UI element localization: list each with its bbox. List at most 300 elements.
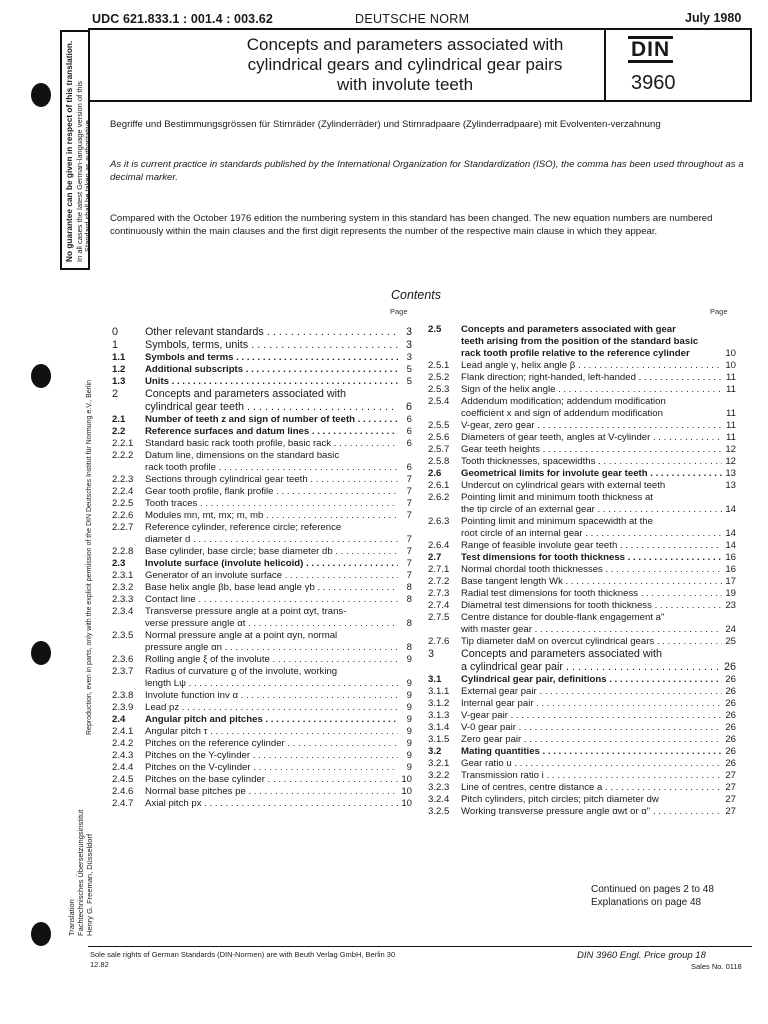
toc-entry-page: 11: [726, 420, 736, 431]
document-title: Concepts and parameters associated with cylindrical gears and cylindrical gear pairs with involute teeth: [246, 35, 564, 94]
toc-entry-number: 2.7.1: [428, 564, 450, 575]
toc-entry-number: [428, 661, 461, 674]
toc-entry: [428, 492, 736, 504]
toc-entry: [428, 636, 736, 648]
binder-hole: [31, 364, 51, 388]
guarantee-note-small: Standard shall be taken as authoritative.: [83, 118, 92, 252]
toc-entry: [112, 798, 412, 810]
toc-entry-title: Gear ratio u . . .: [461, 758, 722, 770]
toc-entry: [112, 714, 412, 726]
toc-entry-title: Centre distance for double-flank engagement a": [461, 612, 665, 623]
toc-entry: [112, 534, 412, 546]
toc-entry-title: Diameters of gear teeth, angles at V-cylinder . . .: [461, 432, 722, 444]
toc-entry-number: 3.2.3: [428, 782, 450, 793]
toc-entry: [112, 474, 412, 486]
binder-hole: [31, 641, 51, 665]
toc-entry: [428, 552, 736, 564]
toc-entry-page: 12: [725, 444, 736, 455]
translation-label: Translation: [67, 899, 76, 936]
toc-entry-page: 12: [725, 456, 736, 467]
toc-entry-number: 2.2.6: [112, 510, 134, 521]
toc-entry-page: [398, 666, 412, 678]
toc-entry: [428, 576, 736, 588]
toc-entry-number: 2.5.6: [428, 432, 450, 443]
toc-entry-page: 11: [726, 408, 736, 419]
toc-entry-number: 2.3.8: [112, 690, 134, 701]
toc-entry-title: Pitches on the Y-cylinder . . .: [145, 750, 398, 762]
toc-entry-page: 7: [406, 498, 412, 509]
translator-institute: Fachtechnisches Übersetzungsinstitut: [76, 809, 85, 936]
toc-entry-number: 2.1: [112, 414, 126, 425]
toc-entry-title: Zero gear pair . . .: [461, 734, 722, 746]
toc-entry-number: 2.5.7: [428, 444, 450, 455]
toc-entry-title: Reference cylinder, reference circle; reference: [145, 522, 342, 533]
toc-entry: [112, 486, 412, 498]
toc-entry-page: 8: [406, 594, 412, 605]
toc-entry: [428, 624, 736, 636]
toc-entry: [112, 786, 412, 798]
contents-heading: Contents: [391, 288, 442, 302]
toc-entry-page: 3: [405, 339, 412, 351]
toc-entry-page: 9: [406, 702, 412, 713]
toc-entry: [428, 396, 736, 408]
toc-entry-number: [428, 624, 461, 636]
reproduction-note: Reproduction, even in parts, only with the explicit permission of the DIN Deutsches Institut für Normung e.V., Berlin: [86, 380, 93, 735]
toc-entry: [112, 522, 412, 534]
toc-entry: [428, 806, 736, 818]
toc-entry-page: 6: [406, 414, 412, 425]
toc-entry-title: Standard basic rack tooth profile, basic rack . . .: [145, 438, 398, 450]
toc-entry: [112, 376, 412, 388]
footer-rights: Sole sale rights of German Standards (DIN-Normen) are with Beuth Verlag GmbH, Berlin 30 12.82: [90, 950, 396, 969]
toc-entry-number: 2.5: [428, 324, 442, 335]
toc-entry: [112, 750, 412, 762]
toc-entry-number: 2.5.5: [428, 420, 450, 431]
toc-entry-number: 2.5.3: [428, 384, 450, 395]
toc-entry-number: 2.3.4: [112, 606, 134, 617]
toc-entry-title: Working transverse pressure angle αwt or α" . . .: [461, 806, 722, 818]
toc-entry-title: Base cylinder, base circle; base diameter db . . .: [145, 546, 398, 558]
toc-entry-title: Pitches on the reference cylinder . . .: [145, 738, 398, 750]
toc-entry-number: 2.6.1: [428, 480, 450, 491]
toc-entry-page: 9: [406, 726, 412, 737]
toc-entry-title: Pitches on the base cylinder . . .: [145, 774, 398, 786]
toc-entry-page: [722, 648, 736, 661]
toc-entry: [428, 360, 736, 372]
toc-entry-number: 2.6: [428, 468, 442, 479]
toc-entry: [428, 600, 736, 612]
toc-entry-title: Undercut on cylindrical gears with external teeth: [461, 480, 666, 491]
toc-entry: [112, 630, 412, 642]
toc-entry-number: 2.5.4: [428, 396, 450, 407]
toc-entry: [428, 336, 736, 348]
toc-entry-number: 2.2: [112, 426, 126, 437]
toc-entry: [112, 642, 412, 654]
toc-entry-page: [398, 630, 412, 642]
toc-entry-number: 2.4.1: [112, 726, 134, 737]
toc-entry-number: 2.3.5: [112, 630, 134, 641]
toc-entry: [112, 438, 412, 450]
toc-entry-title: Radius of curvature ϱ of the involute, working: [145, 666, 338, 677]
toc-entry-number: 1: [112, 339, 119, 351]
toc-entry-number: [112, 401, 145, 414]
toc-entry-page: 10: [401, 798, 412, 809]
toc-entry-number: 2.4.5: [112, 774, 134, 785]
toc-entry-page: 26: [723, 661, 736, 673]
toc-entry: [428, 734, 736, 746]
toc-entry-title: Reference surfaces and datum lines . . .: [145, 426, 398, 438]
toc-entry-title: teeth arising from the position of the standard basic: [461, 336, 699, 347]
toc-entry-page: 26: [725, 722, 736, 733]
toc-entry-page: 6: [406, 438, 412, 449]
toc-entry-page: [398, 388, 412, 401]
toc-entry-page: 7: [406, 474, 412, 485]
toc-entry: [428, 661, 736, 674]
toc-entry-page: 7: [406, 546, 412, 557]
edition-note: Compared with the October 1976 edition the numbering system in this standard has been changed. The new equation numbers are numbered continuously within the main clauses and the first digit represents the number of the respective main clause in which they appear.: [110, 213, 713, 237]
guarantee-note: No guarantee can be given in respect of this translation.: [64, 40, 74, 262]
toc-entry-page: 8: [406, 582, 412, 593]
toc-entry-title: Test dimensions for tooth thickness . . .: [461, 552, 722, 564]
toc-entry-page: 14: [725, 528, 736, 539]
toc-entry-page: 6: [406, 462, 412, 473]
udc-number: UDC 621.833.1 : 001.4 : 003.62: [92, 12, 273, 26]
toc-entry: [428, 674, 736, 686]
toc-entry-number: 2.2.3: [112, 474, 134, 485]
toc-entry-page: 7: [406, 558, 412, 569]
toc-entry: [112, 774, 412, 786]
toc-entry-title: Lead angle γ, helix angle β . . .: [461, 360, 722, 372]
toc-entry-page: 8: [406, 618, 412, 629]
toc-entry-number: 2.4.6: [112, 786, 134, 797]
toc-entry-number: [112, 678, 145, 690]
toc-entry-number: [428, 504, 461, 516]
toc-entry-title: Additional subscripts . . .: [145, 364, 398, 376]
toc-entry-page: 23: [725, 600, 736, 611]
toc-entry-page: [722, 612, 736, 624]
toc-entry: [428, 588, 736, 600]
toc-entry-number: 3.2.4: [428, 794, 450, 805]
toc-entry-number: 2.4: [112, 714, 126, 725]
toc-entry-page: 16: [725, 552, 736, 563]
toc-entry-title: diameter d . . .: [145, 534, 398, 546]
toc-entry: [428, 324, 736, 336]
toc-entry-title: Involute function inv α . . .: [145, 690, 398, 702]
toc-entry-page: 9: [406, 654, 412, 665]
toc-entry-number: 2.2.8: [112, 546, 134, 557]
toc-entry: [428, 480, 736, 492]
footer-doc-ref: DIN 3960 Engl. Price group 18: [577, 950, 706, 961]
toc-entry-number: 2.3.3: [112, 594, 134, 605]
din-number: 3960: [631, 72, 676, 94]
toc-entry-number: 2.4.2: [112, 738, 134, 749]
toc-entry-title: Symbols, terms, units . . .: [145, 339, 398, 352]
toc-left-column: [112, 326, 412, 810]
toc-entry-number: [428, 528, 461, 540]
toc-entry-number: 3.1.5: [428, 734, 450, 745]
toc-entry: [428, 468, 736, 480]
toc-entry-page: [398, 522, 412, 534]
toc-entry: [428, 758, 736, 770]
toc-entry: [112, 352, 412, 364]
toc-entry-title: Gear teeth heights . . .: [461, 444, 722, 456]
toc-entry-page: 3: [406, 352, 412, 363]
toc-entry-page: 13: [725, 480, 736, 491]
toc-entry: [112, 654, 412, 666]
toc-entry-title: Normal pressure angle at a point αyn, normal: [145, 630, 338, 641]
toc-entry: [112, 339, 412, 352]
toc-entry: [428, 710, 736, 722]
toc-entry-number: 0: [112, 326, 119, 338]
iso-note: As it is current practice in standards published by the International Organization for Standardization (ISO), the comma has been used throughout as a decimal marker.: [110, 159, 744, 183]
toc-entry-title: Tooth thicknesses, spacewidths . . .: [461, 456, 722, 468]
toc-entry-page: 7: [406, 510, 412, 521]
toc-entry-title: with master gear . . .: [461, 624, 722, 636]
toc-entry: [428, 420, 736, 432]
toc-entry: [428, 384, 736, 396]
toc-entry-number: 2.7.6: [428, 636, 450, 647]
toc-entry-page: 9: [406, 738, 412, 749]
toc-entry: [428, 686, 736, 698]
toc-entry-title: Internal gear pair . . .: [461, 698, 722, 710]
toc-entry: [428, 408, 736, 420]
toc-entry-page: 10: [725, 360, 736, 371]
toc-entry-title: Transmission ratio i . . .: [461, 770, 722, 782]
toc-entry: [428, 564, 736, 576]
toc-entry-title: verse pressure angle αt . . .: [145, 618, 398, 630]
toc-entry-page: [722, 516, 736, 528]
toc-entry-number: 2.7.5: [428, 612, 450, 623]
toc-entry-title: Cylindrical gear pair, definitions . . .: [461, 674, 722, 686]
toc-entry-title: Base tangent length Wk . . .: [461, 576, 722, 588]
toc-entry-page: 3: [405, 326, 412, 338]
toc-entry-title: Angular pitch and pitches . . .: [145, 714, 398, 726]
toc-entry-page: 11: [726, 372, 736, 383]
toc-entry-number: 3.2.1: [428, 758, 450, 769]
toc-entry: [428, 528, 736, 540]
toc-entry-number: [112, 462, 145, 474]
page-label: Page: [390, 307, 408, 316]
toc-entry-title: Tip diameter daM on overcut cylindrical gears . . .: [461, 636, 722, 648]
toc-entry-number: 2.3.9: [112, 702, 134, 713]
toc-entry-number: 2: [112, 388, 119, 400]
toc-entry-title: length Lψ . . .: [145, 678, 398, 690]
toc-entry-title: Rolling angle ξ of the involute . . .: [145, 654, 398, 666]
toc-entry-title: Pointing limit and minimum spacewidth at the: [461, 516, 653, 527]
toc-entry: [428, 746, 736, 758]
toc-entry-page: 17: [725, 576, 736, 587]
toc-entry: [112, 401, 412, 414]
norm-label: DEUTSCHE NORM: [355, 12, 470, 26]
toc-entry-title: Pitches on the V-cylinder . . .: [145, 762, 398, 774]
toc-entry-page: 9: [406, 750, 412, 761]
toc-right-column: [428, 324, 736, 818]
toc-entry-number: 2.2.7: [112, 522, 134, 533]
toc-entry-title: Base helix angle βb, base lead angle γb . . .: [145, 582, 398, 594]
toc-entry: [112, 618, 412, 630]
binder-hole: [31, 83, 51, 107]
footer-rule: [88, 946, 752, 947]
toc-entry-page: 6: [406, 426, 412, 437]
toc-entry-number: 3.1.4: [428, 722, 450, 733]
toc-entry-page: 16: [725, 564, 736, 575]
page-label: Page: [710, 307, 728, 316]
toc-entry-page: 10: [401, 774, 412, 785]
toc-entry-page: 10: [401, 786, 412, 797]
toc-entry-page: 27: [725, 782, 736, 793]
toc-entry-title: Range of feasible involute gear teeth . . .: [461, 540, 722, 552]
toc-entry: [428, 782, 736, 794]
toc-entry-title: Number of teeth z and sign of number of teeth . . .: [145, 414, 398, 426]
toc-entry-title: Concepts and parameters associated with: [145, 388, 347, 400]
toc-entry-title: Contact line . . .: [145, 594, 398, 606]
toc-entry-number: 2.5.8: [428, 456, 450, 467]
toc-entry: [428, 770, 736, 782]
german-title: Begriffe und Bestimmungsgrössen für Stirnräder (Zylinderräder) und Stirnradpaare (Zylinderradpaare) mit Evolventen-verzahnung: [110, 119, 661, 130]
toc-entry-title: Lead pz . . .: [145, 702, 398, 714]
toc-entry-title: Pointing limit and minimum tooth thickness at: [461, 492, 653, 503]
toc-entry-title: V-gear, zero gear . . .: [461, 420, 722, 432]
toc-entry-number: 2.3.7: [112, 666, 134, 677]
toc-entry: [112, 510, 412, 522]
toc-entry-number: [112, 618, 145, 630]
toc-entry-title: Axial pitch px . . .: [145, 798, 398, 810]
toc-entry-title: Transverse pressure angle at a point αyt, trans-: [145, 606, 347, 617]
toc-entry-title: Concepts and parameters associated with gear: [461, 324, 676, 335]
toc-entry: [428, 372, 736, 384]
toc-entry-page: 26: [725, 758, 736, 769]
toc-entry: [428, 348, 736, 360]
toc-entry: [428, 612, 736, 624]
toc-entry-title: Sections through cylindrical gear teeth . . .: [145, 474, 398, 486]
toc-entry-title: Involute surface (involute helicoid) . . .: [145, 558, 398, 570]
toc-entry-title: coefficient x and sign of addendum modification: [461, 408, 663, 419]
toc-entry-title: Modules mn, mt, mx; m, mb . . .: [145, 510, 398, 522]
toc-entry-title: Pitch cylinders, pitch circles; pitch diameter dw: [461, 794, 659, 805]
toc-entry-page: 7: [406, 486, 412, 497]
toc-entry: [428, 648, 736, 661]
toc-entry-number: 2.7.4: [428, 600, 450, 611]
toc-entry-number: 3.1.1: [428, 686, 450, 697]
toc-entry-title: Generator of an involute surface . . .: [145, 570, 398, 582]
toc-entry-number: 1.2: [112, 364, 126, 375]
toc-entry-title: Gear tooth profile, flank profile . . .: [145, 486, 398, 498]
toc-entry-page: 26: [725, 710, 736, 721]
footer-sales-number: Sales No. 0118: [691, 962, 742, 971]
toc-entry-title: External gear pair . . .: [461, 686, 722, 698]
din-logo: DIN: [628, 36, 673, 63]
toc-entry-number: 2.4.3: [112, 750, 134, 761]
toc-entry: [112, 388, 412, 401]
toc-entry: [112, 462, 412, 474]
toc-entry-title: Addendum modification; addendum modification: [461, 396, 666, 407]
toc-entry: [428, 698, 736, 710]
toc-entry-page: [722, 492, 736, 504]
toc-entry-page: 10: [725, 348, 736, 359]
toc-entry-number: [428, 348, 461, 360]
toc-entry-page: 24: [725, 624, 736, 635]
toc-entry: [112, 426, 412, 438]
toc-entry-page: 9: [406, 762, 412, 773]
toc-entry: [112, 738, 412, 750]
toc-entry-page: 27: [725, 794, 736, 805]
toc-entry: [112, 364, 412, 376]
toc-entry-page: 26: [725, 746, 736, 757]
toc-entry-number: 2.6.2: [428, 492, 450, 503]
toc-entry-title: Sign of the helix angle . . .: [461, 384, 722, 396]
toc-entry-number: 2.2.2: [112, 450, 134, 461]
toc-entry-page: 5: [406, 376, 412, 387]
toc-entry-page: [722, 336, 736, 348]
toc-entry-number: 2.6.3: [428, 516, 450, 527]
toc-entry: [112, 326, 412, 339]
toc-entry-title: Units . . .: [145, 376, 398, 388]
toc-entry-number: 2.2.5: [112, 498, 134, 509]
continuation-note: Continued on pages 2 to 48 Explanations on page 48: [591, 884, 714, 908]
toc-entry-page: 27: [725, 806, 736, 817]
toc-entry-number: 2.2.1: [112, 438, 134, 449]
toc-entry-title: Tooth traces . . .: [145, 498, 398, 510]
toc-entry-number: 3.1: [428, 674, 442, 685]
toc-entry-number: 3.1.3: [428, 710, 450, 721]
toc-entry-number: [112, 534, 145, 546]
toc-entry-number: 2.5.2: [428, 372, 450, 383]
toc-entry-number: 3.1.2: [428, 698, 450, 709]
toc-entry: [428, 722, 736, 734]
toc-entry-number: 2.3.1: [112, 570, 134, 581]
toc-entry-number: 2.4.4: [112, 762, 134, 773]
toc-entry: [112, 450, 412, 462]
toc-entry-page: 9: [406, 690, 412, 701]
toc-entry-page: 5: [406, 364, 412, 375]
toc-entry: [112, 690, 412, 702]
toc-entry-title: root circle of an internal gear . . .: [461, 528, 722, 540]
toc-entry: [428, 456, 736, 468]
toc-entry-title: Normal base pitches pe . . .: [145, 786, 398, 798]
toc-entry-title: V-0 gear pair . . .: [461, 722, 722, 734]
toc-entry-page: 26: [725, 686, 736, 697]
toc-entry-page: 26: [725, 734, 736, 745]
toc-entry-page: 6: [405, 401, 412, 413]
toc-entry-number: 2.3.6: [112, 654, 134, 665]
toc-entry-title: a cylindrical gear pair . . .: [461, 661, 722, 674]
toc-entry: [112, 726, 412, 738]
toc-entry-number: 2.7: [428, 552, 442, 563]
toc-entry-number: 3.2: [428, 746, 442, 757]
toc-entry-page: 26: [725, 674, 736, 685]
toc-entry-number: [112, 642, 145, 654]
toc-entry-page: 9: [406, 714, 412, 725]
toc-entry: [112, 558, 412, 570]
toc-entry-title: Radial test dimensions for tooth thickness . . .: [461, 588, 722, 600]
toc-entry-title: Normal chordal tooth thicknesses . . .: [461, 564, 722, 576]
toc-entry-title: Datum line, dimensions on the standard basic: [145, 450, 340, 461]
toc-entry-title: pressure angle αn . . .: [145, 642, 398, 654]
toc-entry-number: 3: [428, 648, 435, 660]
toc-entry-page: 14: [725, 540, 736, 551]
toc-entry-page: [722, 396, 736, 408]
toc-entry-number: 3.2.2: [428, 770, 450, 781]
toc-entry-page: 27: [725, 770, 736, 781]
toc-entry-page: 26: [725, 698, 736, 709]
toc-entry: [428, 432, 736, 444]
toc-entry-title: the tip circle of an external gear . . .: [461, 504, 722, 516]
toc-entry-number: 1.1: [112, 352, 126, 363]
toc-entry-title: Diametral test dimensions for tooth thickness . . .: [461, 600, 722, 612]
toc-entry-page: 25: [725, 636, 736, 647]
toc-entry: [112, 702, 412, 714]
toc-entry: [428, 504, 736, 516]
